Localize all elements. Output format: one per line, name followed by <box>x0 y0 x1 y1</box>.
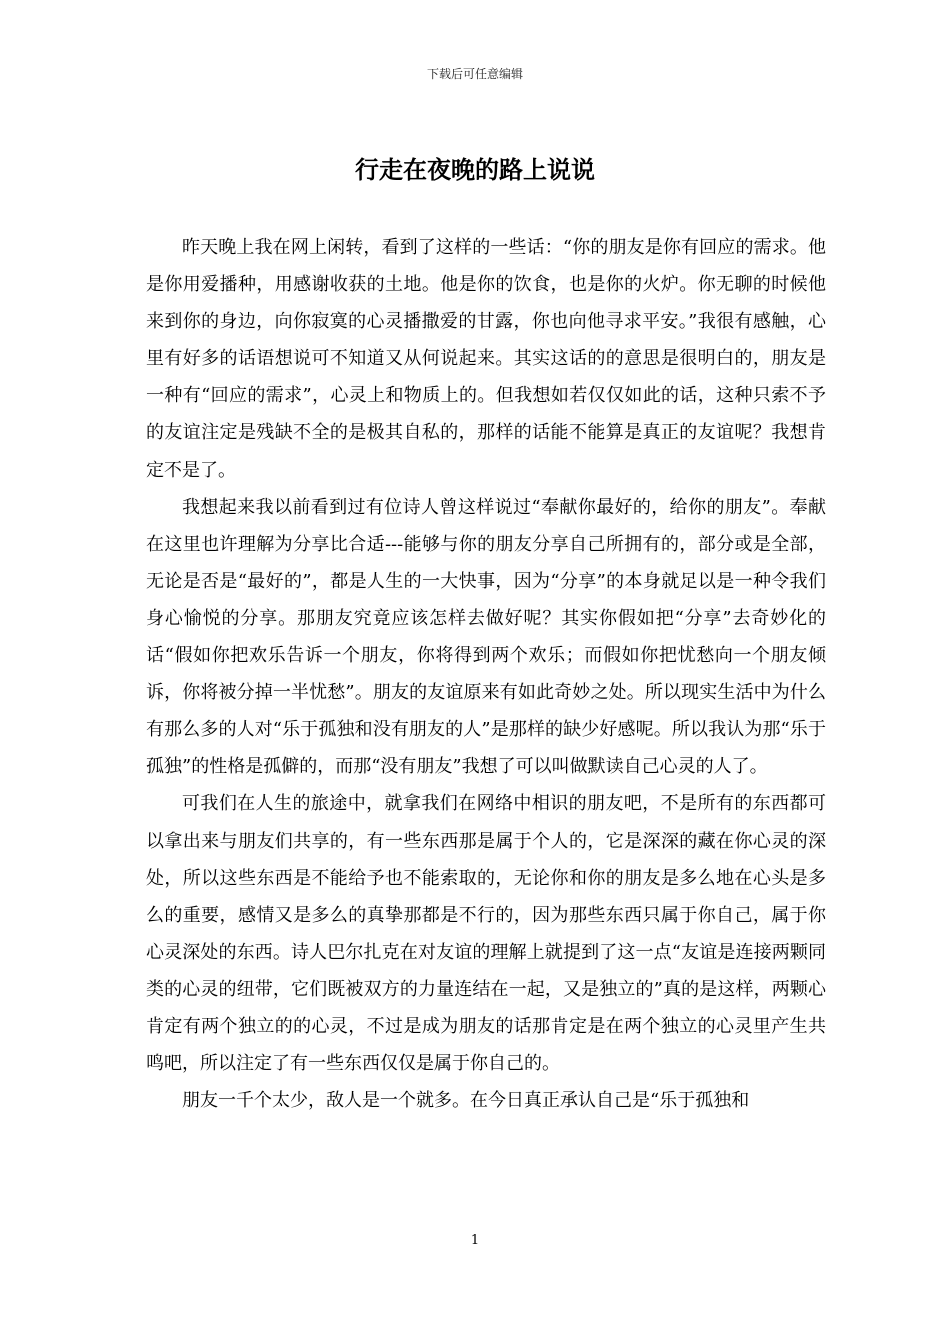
paragraph-4: 朋友一千个太少，敌人是一个就多。在今日真正承认自己是“乐于孤独和 <box>182 1090 750 1112</box>
page-number: 1 <box>470 1233 480 1248</box>
paragraph-2: 我想起来我以前看到过有位诗人曾这样说过“奉献你最好的，给你的朋友”。奉献在这里也许理解为分享比合适---能够与你的朋友分享自己所拥有的，部分或是全部，无论是否是“最好的”，都是人生的一大快事，因为“分享”的本身就足以是一种令我们身心愉悦的分享。那朋友究竟应该怎样去做好呢？其实你假如把“分享”去奇妙化的话“假如你把欢乐告诉一个朋友，你将得到两个欢乐；而假如你把忧愁向一个朋友倾诉，你将被分掉一半忧愁”。朋友的友谊原来有如此奇妙之处。所以现实生活中为什么有那么多的人对“乐于孤独和没有朋友的人”是那样的缺少好感呢。所以我认为那“乐于孤独”的性格是孤僻的，而那“没有朋友”我想了可以叫做默读自己心灵的人了。 <box>146 496 826 778</box>
document-body <box>146 229 826 1119</box>
paragraph-3: 可我们在人生的旅途中，就拿我们在网络中相识的朋友吧，不是所有的东西都可以拿出来与朋友们共享的，有一些东西那是属于个人的，它是深深的藏在你心灵的深处，所以这些东西是不能给予也不能索取的，无论你和你的朋友是多么地在心头是多么的重要，感情又是多么的真挚那都是不行的，因为那些东西只属于你自己，属于你心灵深处的东西。诗人巴尔扎克在对友谊的理解上就提到了这一点“友谊是连接两颗同类的心灵的纽带，它们既被双方的力量连结在一起，又是独立的”真的是这样，两颗心肯定有两个独立的的心灵，不过是成为朋友的话那肯定是在两个独立的心灵里产生共鸣吧，所以注定了有一些东西仅仅是属于你自己的。 <box>146 793 826 1075</box>
paragraph-1: 昨天晚上我在网上闲转，看到了这样的一些话：“你的朋友是你有回应的需求。他是你用爱播种，用感谢收获的土地。他是你的饮食，也是你的火炉。你无聊的时候他来到你的身边，向你寂寞的心灵播撒爱的甘露，你也向他寻求平安。”我很有感触，心里有好多的话语想说可不知道又从何说起来。其实这话的的意思是很明白的，朋友是一种有“回应的需求”，心灵上和物质上的。但我想如若仅仅如此的话，这种只索不予的友谊注定是残缺不全的是极其自私的，那样的话能不能算是真正的友谊呢？我想肯定不是了。 <box>146 237 826 481</box>
document-title: 行走在夜晚的路上说说 <box>355 156 595 184</box>
page-header: 下载后可任意编辑 <box>426 67 523 81</box>
